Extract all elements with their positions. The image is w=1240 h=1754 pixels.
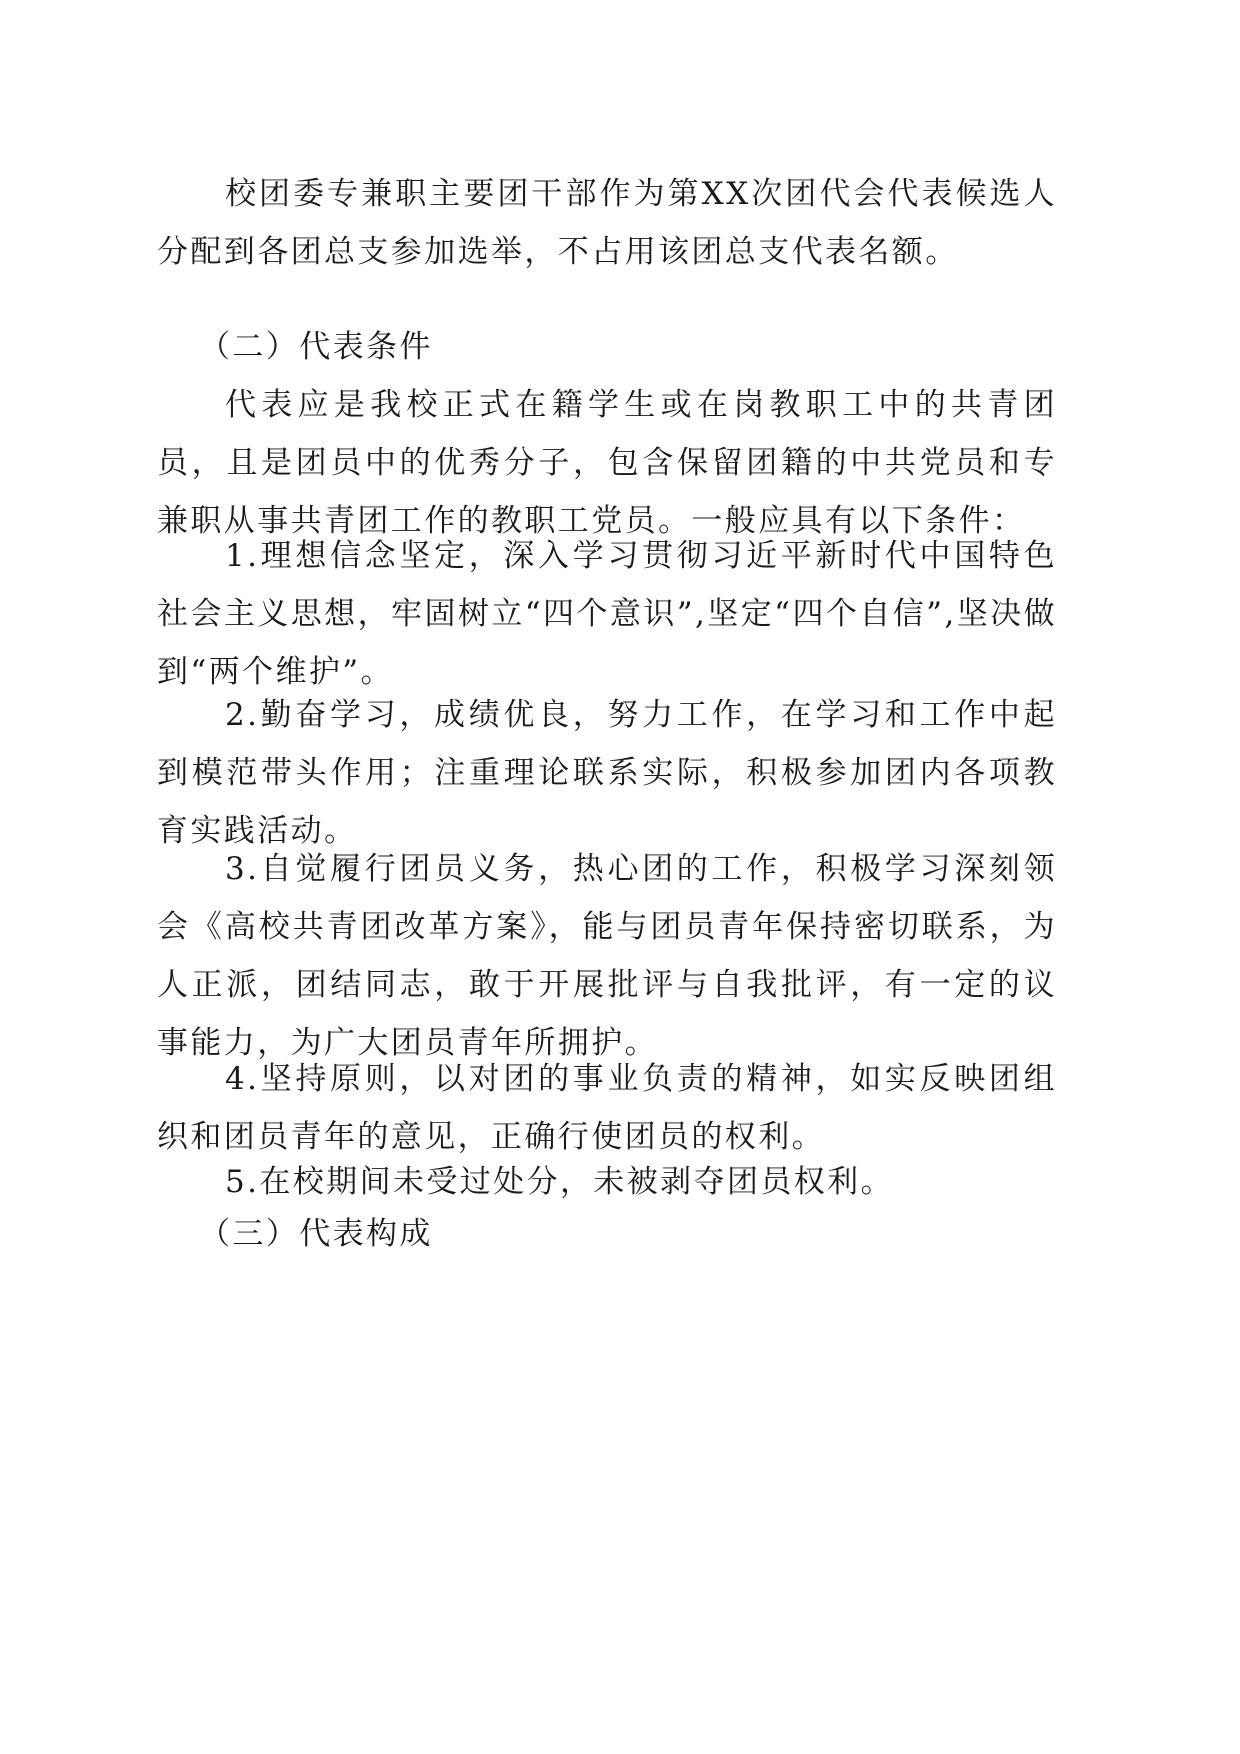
paragraph-representative-eligibility: 代表应是我校正式在籍学生或在岗教职工中的共青团员，且是团员中的优秀分子，包含保留团籍的中共党员和专兼职从事共青团工作的教职工党员。一般应具有以下条件： [157,387,1057,539]
list-item-condition-1: 1.理想信念坚定，深入学习贯彻习近平新时代中国特色社会主义思想，牢固树立“四个意识”,坚定“四个自信”,坚决做到“两个维护”。 [157,538,1057,690]
list-item-condition-2: 2.勤奋学习，成绩优良，努力工作，在学习和工作中起到模范带头作用；注重理论联系实际，积极参加团内各项教育实践活动。 [157,697,1057,849]
section-heading-representative-composition: （三）代表构成 [199,1216,433,1252]
list-item-condition-3: 3.自觉履行团员义务，热心团的工作，积极学习深刻领会《高校共青团改革方案》，能与团员青年保持密切联系，为人正派，团结同志，敢于开展批评与自我批评，有一定的议事能力，为广大团员青年所拥护。 [157,851,1057,1061]
section-heading-representative-conditions: （二）代表条件 [199,329,433,365]
list-item-condition-4: 4.坚持原则，以对团的事业负责的精神，如实反映团组织和团员青年的意见，正确行使团员的权利。 [157,1061,1057,1155]
paragraph-candidate-allocation: 校团委专兼职主要团干部作为第XX次团代会代表候选人分配到各团总支参加选举，不占用该团总支代表名额。 [157,176,1057,270]
list-item-condition-5: 5.在校期间未受过处分，未被剥夺团员权利。 [225,1164,894,1200]
